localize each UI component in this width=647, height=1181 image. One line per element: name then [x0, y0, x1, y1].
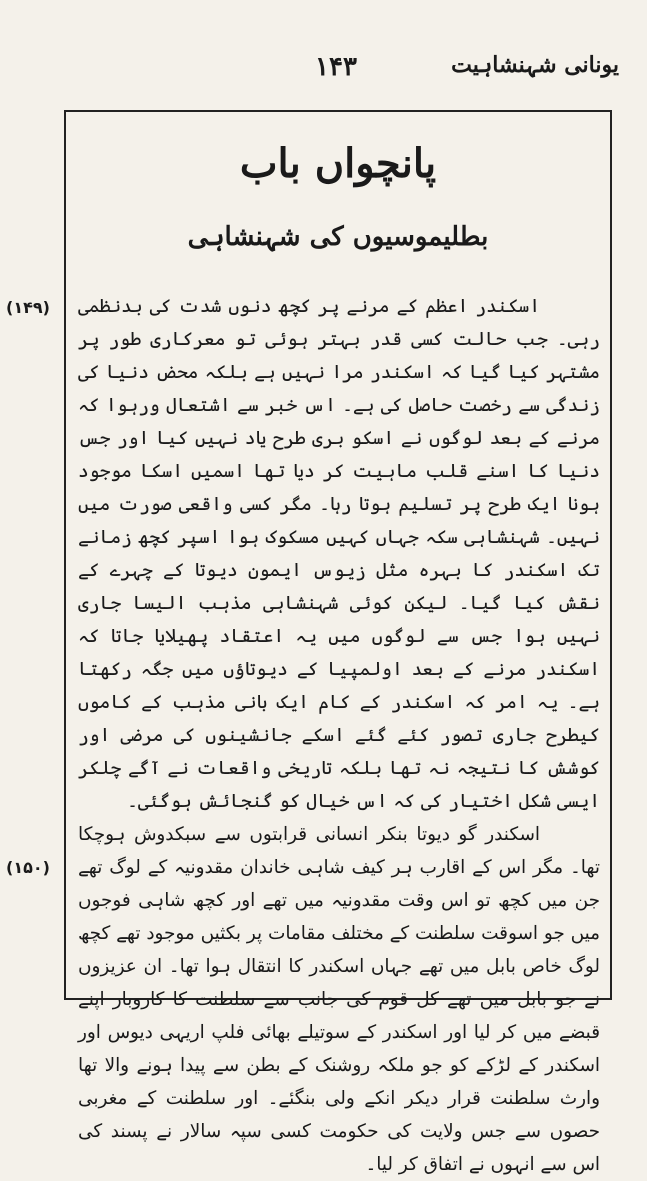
- margin-note-top: (۱۴۹): [6, 298, 50, 317]
- paragraph-1: اسکندر اعظم کے مرنے پر کچھ دنوں شدت کی بدنظمی رہی۔ جب حالت کسی قدر بہتر ہوئی تو معرکاری طور پر مشتہر کیا گیا کہ اسکندر مرا نہیں ہے بلکہ محض دنیا کی زندگی سے رخصت حاصل کی ہے۔ اس خبر سے اشتعال ورہوا کہ مرنے کے بعد لوگوں نے اسکو بری طرح یاد نہیں کیا اور جس دنیا کا اسنے قلب ماہیت کر دیا تھا اسمیں اسکا موجود ہونا ایک طرح پر تسلیم ہوتا رہا۔ مگر کسی واقعی صورت میں نہیں۔ شہنشاہی سکہ جہاں کہیں مسکوک ہوا اسپر کچھ زمانے تک اسکندر کا بہرہ مثل زیوس ایمون دیوتا کے چہرے کے نقش کیا گیا۔ لیکن کوئی شہنشاہی مذہب الیسا جاری نہیں ہوا جس سے لوگوں میں یہ اعتقاد پھیلایا جاتا کہ اسکندر مرنے کے بعد اولمپیا کے دیوتاؤں میں جگہ رکھتا ہے۔ یہ امر کہ اسکندر کے کام ایک بانی مذہب کے کاموں کیطرح جاری تصور کئے گئے اسکے جانشینوں کی مرضی اور کوشش کا نتیجہ نہ تھا بلکہ تاریخی واقعات نے آگے چلکر ایسی شکل اختیار کی کہ اس خیال کو گنجائش ہوگئی۔: [78, 296, 600, 812]
- chapter-heading: پانچواں باب: [239, 140, 437, 187]
- paragraph-2: اسکندر گو دیوتا بنکر انسانی قرابتوں سے سبکدوش ہوچکا تھا۔ مگر اس کے اقارب ہر کیف شاہی خاندان مقدونیہ کے لوگ تھے جن میں کچھ تو اس وقت مقدونیہ میں تھے اور کچھ شاہی فوجوں میں جو اسوقت سلطنت کے مختلف مقامات پر بکثیں موجود تھے کچھ لوگ خاص بابل میں تھے جہاں اسکندر کا انتقال ہوا تھا۔ ان عزیزوں نے جو بابل میں تھے کل قوم کی جانب سے سلطنت کا کاروبار اپنے قبضے میں کر لیا اور اسکندر کے سوتیلے بھائی فلپ اریہی دیوس اور اسکندر کے لڑکے کو جو ملکہ روشنک کے بطن سے پیدا ہونے والا تھا وارث سلطنت قرار دیکر انکے ولی بنگئے۔ اور سلطنت کے مغربی حصوں سے جس ولایت کی حکومت کسی سپہ سالار نے پسند کی اس سے انہوں نے اتفاق کر لیا۔: [78, 824, 600, 1175]
- page-number: ۱۴۳: [315, 52, 357, 82]
- running-head: [0, 52, 647, 92]
- body-text: [78, 290, 600, 1181]
- chapter-subheading: بطلیموسیوں کی شہنشاہی: [187, 222, 489, 252]
- running-title: یونانی شہنشاہیت: [451, 52, 619, 78]
- margin-note-bottom: (۱۵۰): [6, 858, 50, 877]
